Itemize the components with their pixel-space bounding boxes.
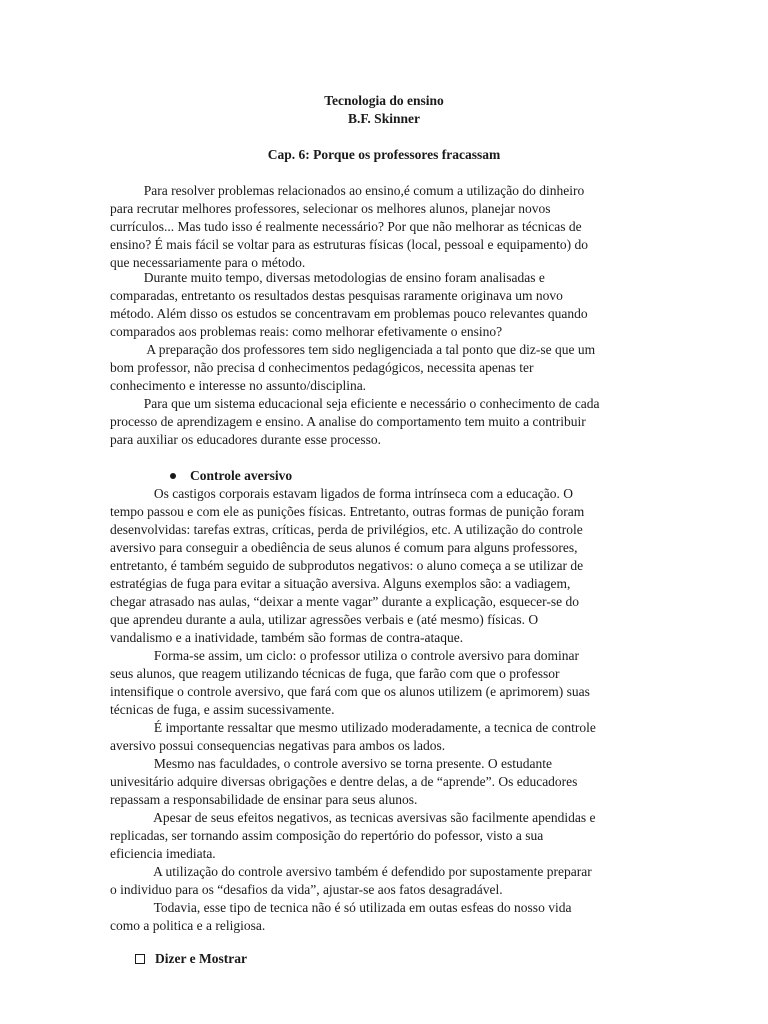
text-line: A preparação dos professores tem sido negligenciada a tal ponto que diz-se que um: [110, 342, 596, 357]
section-paragraph: [110, 899, 662, 935]
section-paragraph: [110, 485, 662, 647]
text-line: que aprendeu durante a aula, utilizar agressões verbais e (até mesmo) físicas. O: [110, 612, 539, 627]
text-line: Para resolver problemas relacionados ao ensino,é comum a utilização do dinheiro: [110, 183, 585, 198]
section-heading-label: Dizer e Mostrar: [155, 951, 247, 966]
text-line: o individuo para os “desafios da vida”, ajustar-se aos fatos desagradável.: [110, 882, 503, 897]
text-line: comparados aos problemas reais: como melhorar efetivamente o ensino?: [110, 324, 503, 339]
text-line: desenvolvidas: tarefas extras, críticas, perda de privilégios, etc. A utilização do controle: [110, 522, 583, 537]
text-line: Forma-se assim, um ciclo: o professor utiliza o controle aversivo para dominar: [110, 648, 580, 663]
chapter-heading: Cap. 6: Porque os professores fracassam: [267, 147, 501, 162]
document-title: Tecnologia do ensino: [324, 93, 444, 108]
text-line: vandalismo e a inatividade, também são formas de contra-ataque.: [110, 630, 464, 645]
intro-paragraph: [110, 182, 662, 272]
text-line: aversivo para conseguir a obediência de seus alunos é comum para alguns professores,: [110, 540, 578, 555]
text-line: processo de aprendizagem e ensino. A analise do comportamento tem muito a contribuir: [110, 414, 586, 429]
text-line: Durante muito tempo, diversas metodologias de ensino foram analisadas e: [110, 270, 545, 285]
checkbox-bullet-icon: [135, 954, 145, 964]
text-line: univesitário adquire diversas obrigações e dentre delas, a de “aprende”. Os educadores: [110, 774, 578, 789]
text-line: entretanto, é também seguido de subprodutos negativos: o aluno começa a se utilizar de: [110, 558, 584, 573]
text-line: repassam a responsabilidade de ensinar para seus alunos.: [110, 792, 418, 807]
text-line: que necessariamente para o método.: [110, 255, 306, 270]
text-line: comparadas, entretanto os resultados destas pesquisas raramente originava um novo: [110, 288, 563, 303]
text-line: para auxiliar os educadores durante esse processo.: [110, 432, 382, 447]
section-paragraph: [110, 755, 662, 809]
text-line: Mesmo nas faculdades, o controle aversivo se torna presente. O estudante: [110, 756, 552, 771]
text-line: tempo passou e com ele as punições físicas. Entretanto, outras formas de punição foram: [110, 504, 585, 519]
text-line: bom professor, não precisa d conhecimentos pedagógicos, necessita apenas ter: [110, 360, 534, 375]
text-line: estratégias de fuga para evitar a situação aversiva. Alguns exemplos são: a vadiagem,: [110, 576, 571, 591]
section-paragraph: [110, 809, 662, 863]
document-author: B.F. Skinner: [348, 111, 420, 126]
text-line: replicadas, ser tornando assim composição do repertório do pofessor, visto a sua: [110, 828, 544, 843]
intro-paragraph: [110, 269, 662, 341]
text-line: A utilização do controle aversivo também é defendido por supostamente preparar: [110, 864, 592, 879]
section-paragraph: [110, 719, 662, 755]
text-line: Para que um sistema educacional seja eficiente e necessário o conhecimento de cada: [110, 396, 600, 411]
text-line: intensifique o controle aversivo, que fará com que os alunos utilizem (e aprimorem) suas: [110, 684, 590, 699]
text-line: conhecimento e interesse no assunto/disciplina.: [110, 378, 367, 393]
text-line: É importante ressaltar que mesmo utilizado moderadamente, a tecnica de controle: [110, 720, 596, 735]
text-line: técnicas de fuga, e assim sucessivamente.: [110, 702, 335, 717]
text-line: método. Além disso os estudos se concentravam em problemas pouco relevantes quando: [110, 306, 588, 321]
text-line: aversivo possui consequencias negativas para ambos os lados.: [110, 738, 446, 753]
text-line: eficiencia imediata.: [110, 846, 216, 861]
section-heading-controle-aversivo: [170, 467, 292, 485]
intro-paragraph: [110, 395, 662, 449]
section-heading-label: Controle aversivo: [190, 468, 293, 483]
section-paragraph: [110, 647, 662, 719]
text-line: para recrutar melhores professores, selecionar os melhores alunos, planejar novos: [110, 201, 551, 216]
text-line: currículos... Mas tudo isso é realmente necessário? Por que não melhorar as técnicas de: [110, 219, 582, 234]
text-line: seus alunos, que reagem utilizando técnicas de fuga, que farão com que o professor: [110, 666, 560, 681]
text-line: Apesar de seus efeitos negativos, as tecnicas aversivas são facilmente apendidas e: [110, 810, 596, 825]
text-line: como a politica e a religiosa.: [110, 918, 266, 933]
section-paragraph: [110, 863, 662, 899]
text-line: Os castigos corporais estavam ligados de forma intrínseca com a educação. O: [110, 486, 573, 501]
intro-paragraph: [110, 341, 662, 395]
bullet-icon: [170, 473, 176, 479]
text-line: ensino? É mais fácil se voltar para as estruturas físicas (local, pessoal e equipamento) do: [110, 237, 588, 252]
text-line: Todavia, esse tipo de tecnica não é só utilizada em outas esfeas do nosso vida: [110, 900, 572, 915]
section-heading-dizer-e-mostrar: [135, 950, 247, 968]
text-line: chegar atrasado nas aulas, “deixar a mente vagar” durante a explicação, esquecer-se do: [110, 594, 579, 609]
